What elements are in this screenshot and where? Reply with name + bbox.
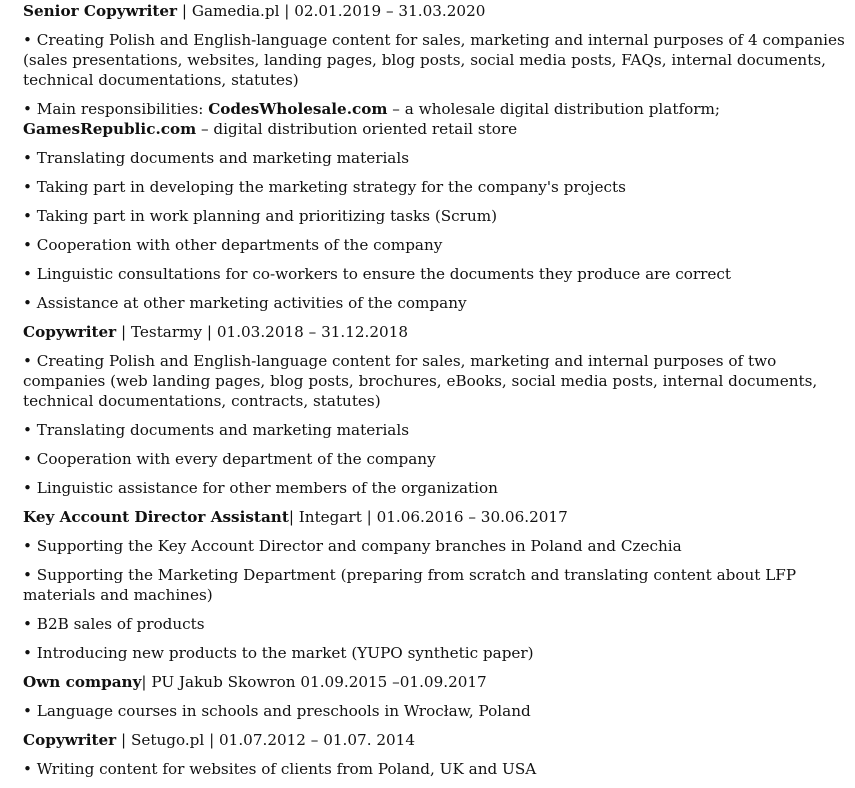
job-bullet: [23, 177, 855, 197]
job-title: Copywriter: [23, 731, 117, 749]
bullet-text: – a wholesale digital distribution platform;: [387, 100, 720, 118]
job-bullet: [23, 449, 855, 469]
bullet-text: • Main responsibilities:: [23, 100, 209, 118]
job-bullet: [23, 643, 855, 663]
job-meta: | Testarmy | 01.03.2018 – 31.12.2018: [116, 323, 409, 341]
job-title: Key Account Director Assistant: [23, 508, 289, 526]
job-bullet: [23, 536, 855, 556]
bullet-emphasis: CodesWholesale.com: [208, 100, 388, 118]
bullet-text: • Linguistic assistance for other members of the organization: [23, 479, 498, 497]
bullet-text: • Taking part in work planning and prioritizing tasks (Scrum): [23, 207, 498, 225]
job-heading: [23, 1, 855, 21]
job-heading: [23, 507, 855, 527]
job-heading: [23, 672, 855, 692]
bullet-text: • Writing content for websites of clients from Poland, UK and USA: [23, 760, 537, 778]
job-bullet: [23, 478, 855, 498]
bullet-text: • Assistance at other marketing activities of the company: [23, 294, 467, 312]
job-bullet: [23, 235, 855, 255]
job-bullet: [23, 30, 855, 90]
bullet-text: • Introducing new products to the market (YUPO synthetic paper): [23, 644, 534, 662]
job-heading: [23, 322, 855, 342]
job-bullet: [23, 99, 855, 139]
bullet-text: • Translating documents and marketing materials: [23, 149, 410, 167]
job-meta: | PU Jakub Skowron 01.09.2015 –01.09.2017: [141, 673, 487, 691]
bullet-text: • Cooperation with every department of the company: [23, 450, 436, 468]
bullet-text: • Translating documents and marketing materials: [23, 421, 410, 439]
job-bullet: [23, 420, 855, 440]
job-heading: [23, 730, 855, 750]
job-title: Copywriter: [23, 323, 117, 341]
bullet-text: • Linguistic consultations for co-workers to ensure the documents they produce are correct: [23, 265, 731, 283]
bullet-text: • Supporting the Marketing Department (preparing from scratch and translating content about LFP materials and machines): [23, 566, 797, 604]
job-bullet: [23, 614, 855, 634]
job-bullet: [23, 148, 855, 168]
bullet-text: – digital distribution oriented retail store: [196, 120, 518, 138]
bullet-text: • Supporting the Key Account Director and company branches in Poland and Czechia: [23, 537, 682, 555]
job-bullet: [23, 565, 855, 605]
job-meta: | Integart | 01.06.2016 – 30.06.2017: [288, 508, 568, 526]
job-bullet: [23, 701, 855, 721]
work-experience: [23, 1, 855, 788]
bullet-text: • Cooperation with other departments of the company: [23, 236, 443, 254]
job-bullet: [23, 206, 855, 226]
bullet-text: • B2B sales of products: [23, 615, 205, 633]
job-bullet: [23, 264, 855, 284]
bullet-text: • Language courses in schools and preschools in Wrocław, Poland: [23, 702, 531, 720]
bullet-text: • Creating Polish and English-language content for sales, marketing and internal purposes of two companies (web landing pages, blog posts, brochures, eBooks, social media posts, internal documents, technical documentations, contracts, statutes): [23, 352, 818, 410]
bullet-emphasis: GamesRepublic.com: [23, 120, 197, 138]
job-bullet: [23, 759, 855, 779]
job-meta: | Gamedia.pl | 02.01.2019 – 31.03.2020: [177, 2, 486, 20]
bullet-text: • Taking part in developing the marketing strategy for the company's projects: [23, 178, 626, 196]
job-title: Senior Copywriter: [23, 2, 178, 20]
job-bullet: [23, 293, 855, 313]
bullet-text: • Creating Polish and English-language content for sales, marketing and internal purposes of 4 companies (sales presentations, websites, landing pages, blog posts, social media posts, FAQs, internal documents, technical documentations, statutes): [23, 31, 845, 89]
job-title: Own company: [23, 673, 142, 691]
job-bullet: [23, 351, 855, 411]
job-meta: | Setugo.pl | 01.07.2012 – 01.07. 2014: [116, 731, 416, 749]
